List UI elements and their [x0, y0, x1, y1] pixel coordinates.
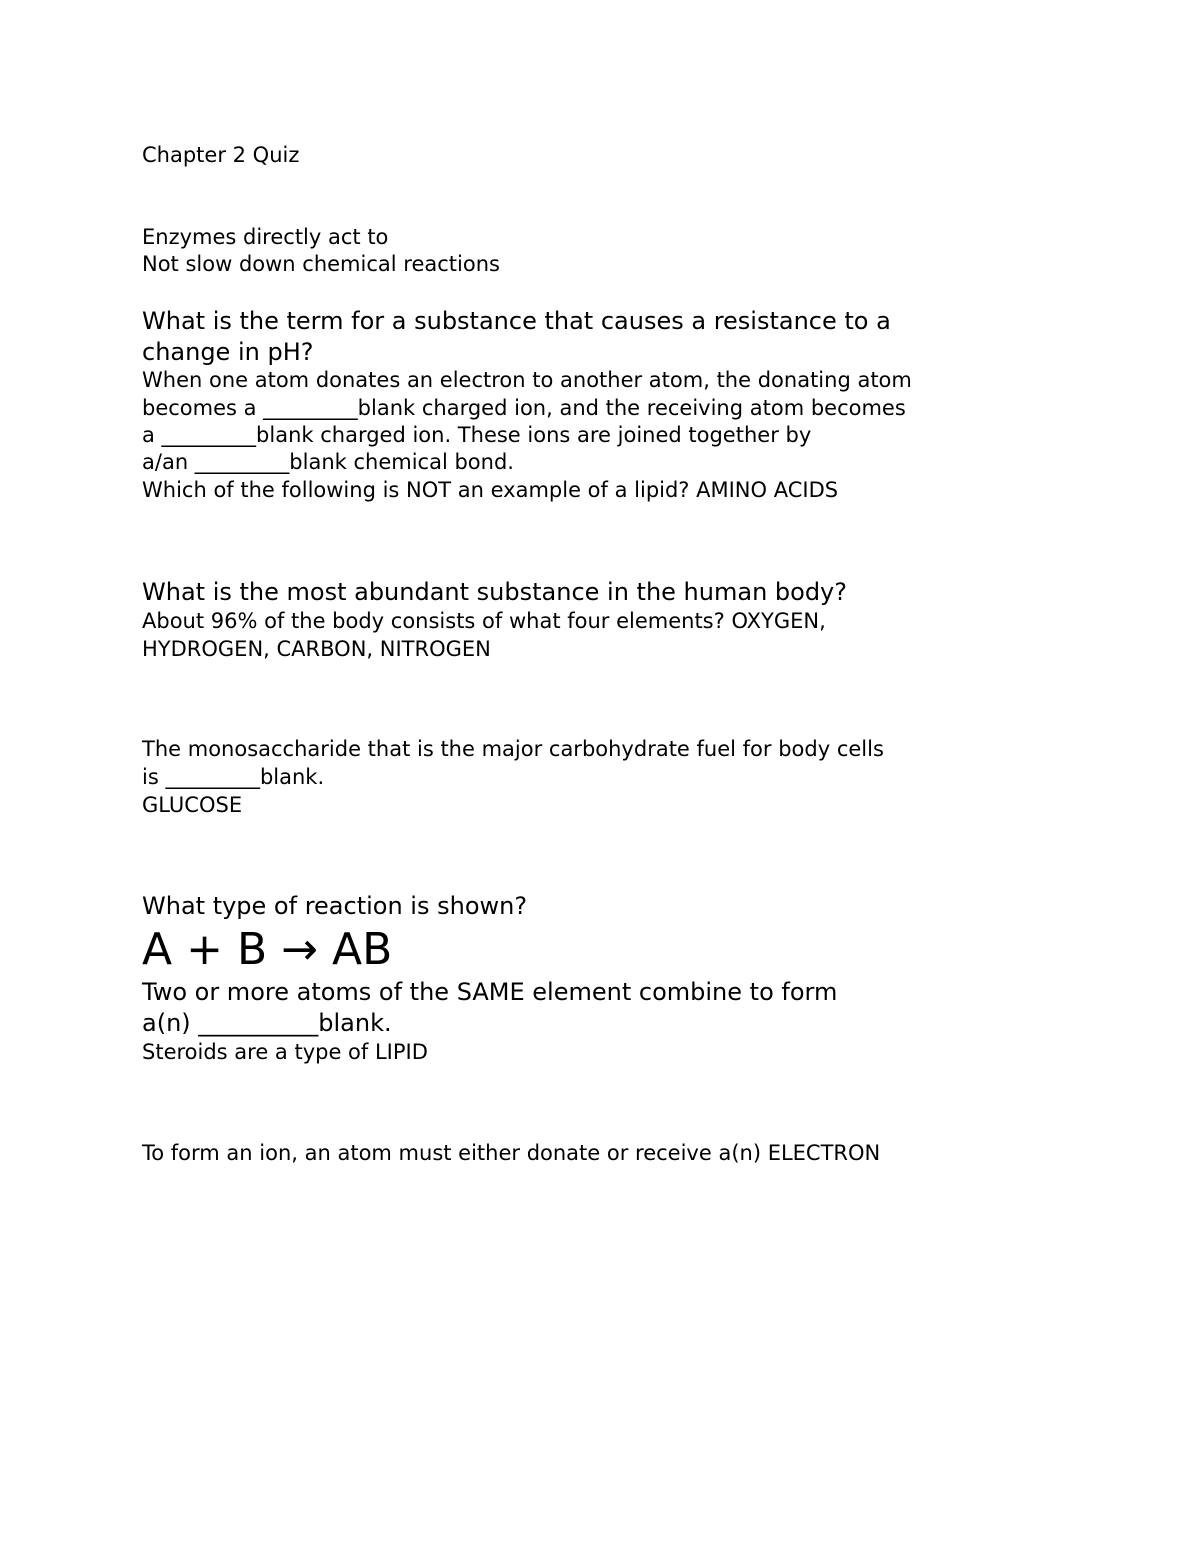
answer-glucose: GLUCOSE [142, 793, 243, 817]
question-buffer-line-2: change in pH? [142, 338, 314, 366]
question-ionic-line-2: becomes a _________blank charged ion, and the receiving atom becomes [142, 396, 906, 420]
reaction-equation: A + B → AB [142, 924, 393, 975]
question-molecule-line-1: Two or more atoms of the SAME element combine to form [142, 978, 838, 1006]
quiz-title: Chapter 2 Quiz [142, 143, 300, 167]
question-steroids: Steroids are a type of LIPID [142, 1040, 428, 1064]
question-elements-line-1: About 96% of the body consists of what four elements? OXYGEN, [142, 609, 826, 633]
question-ionic-line-3: a _________blank charged ion. These ions are joined together by [142, 423, 812, 447]
question-enzymes: Enzymes directly act to [142, 225, 389, 249]
question-abundant-substance: What is the most abundant substance in the human body? [142, 578, 847, 606]
question-reaction-type: What type of reaction is shown? [142, 892, 528, 920]
question-ionic-line-4: a/an _________blank chemical bond. [142, 450, 514, 474]
question-lipid: Which of the following is NOT an example of a lipid? AMINO ACIDS [142, 478, 839, 502]
question-monosaccharide-line-2: is _________blank. [142, 765, 325, 789]
question-buffer-line-1: What is the term for a substance that causes a resistance to a [142, 307, 891, 335]
question-molecule-line-2: a(n) __________blank. [142, 1009, 392, 1037]
question-ion-formation: To form an ion, an atom must either donate or receive a(n) ELECTRON [142, 1141, 881, 1165]
question-elements-line-2: HYDROGEN, CARBON, NITROGEN [142, 637, 491, 661]
question-ionic-line-1: When one atom donates an electron to another atom, the donating atom [142, 368, 912, 392]
answer-enzymes: Not slow down chemical reactions [142, 252, 500, 276]
question-monosaccharide-line-1: The monosaccharide that is the major carbohydrate fuel for body cells [142, 737, 884, 761]
